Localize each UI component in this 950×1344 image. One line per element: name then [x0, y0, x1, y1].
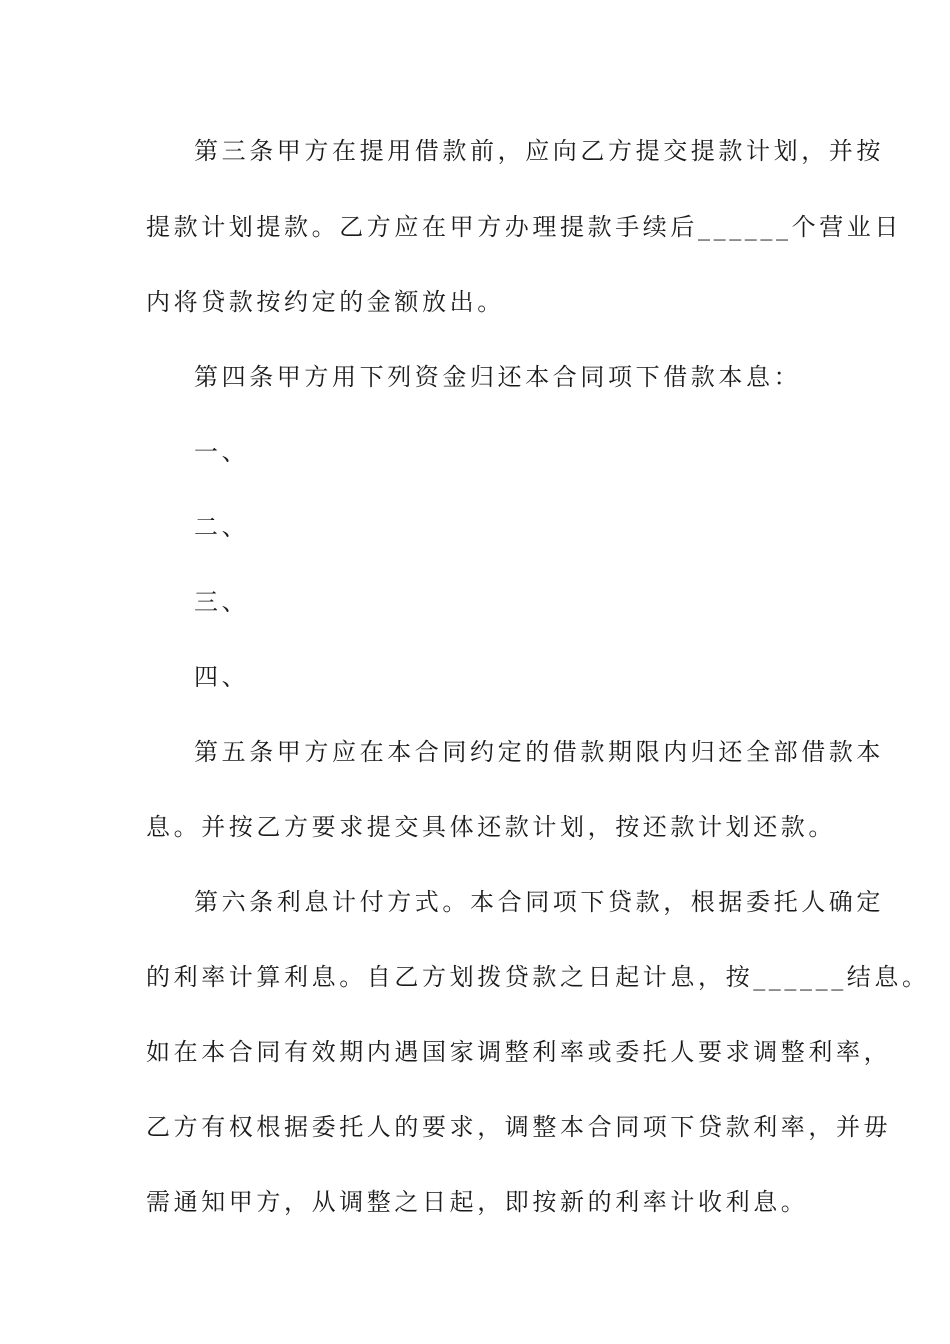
article-3-line-3: 内将贷款按约定的金额放出。	[146, 288, 505, 316]
list-item-4: 四、	[194, 663, 250, 691]
article-3-line-1: 第三条甲方在提用借款前，应向乙方提交提款计划，并按	[194, 137, 884, 165]
article-5-line-2: 息。并按乙方要求提交具体还款计划，按还款计划还款。	[146, 813, 836, 841]
article-4-heading: 第四条甲方用下列资金归还本合同项下借款本息：	[194, 363, 802, 391]
list-item-3: 三、	[194, 588, 250, 616]
article-6-line-2: 的利率计算利息。自乙方划拨贷款之日起计息，按______结息。	[146, 963, 930, 991]
article-5-line-1: 第五条甲方应在本合同约定的借款期限内归还全部借款本	[194, 738, 884, 766]
article-6-line-1: 第六条利息计付方式。本合同项下贷款，根据委托人确定	[194, 888, 884, 916]
article-6-line-3: 如在本合同有效期内遇国家调整利率或委托人要求调整利率，	[146, 1038, 892, 1066]
article-6-line-5: 需通知甲方，从调整之日起，即按新的利率计收利息。	[146, 1188, 809, 1216]
article-3-line-2: 提款计划提款。乙方应在甲方办理提款手续后______个营业日	[146, 213, 902, 241]
article-6-line-4: 乙方有权根据委托人的要求，调整本合同项下贷款利率，并毋	[146, 1113, 892, 1141]
list-item-2: 二、	[194, 513, 250, 541]
list-item-1: 一、	[194, 438, 250, 466]
